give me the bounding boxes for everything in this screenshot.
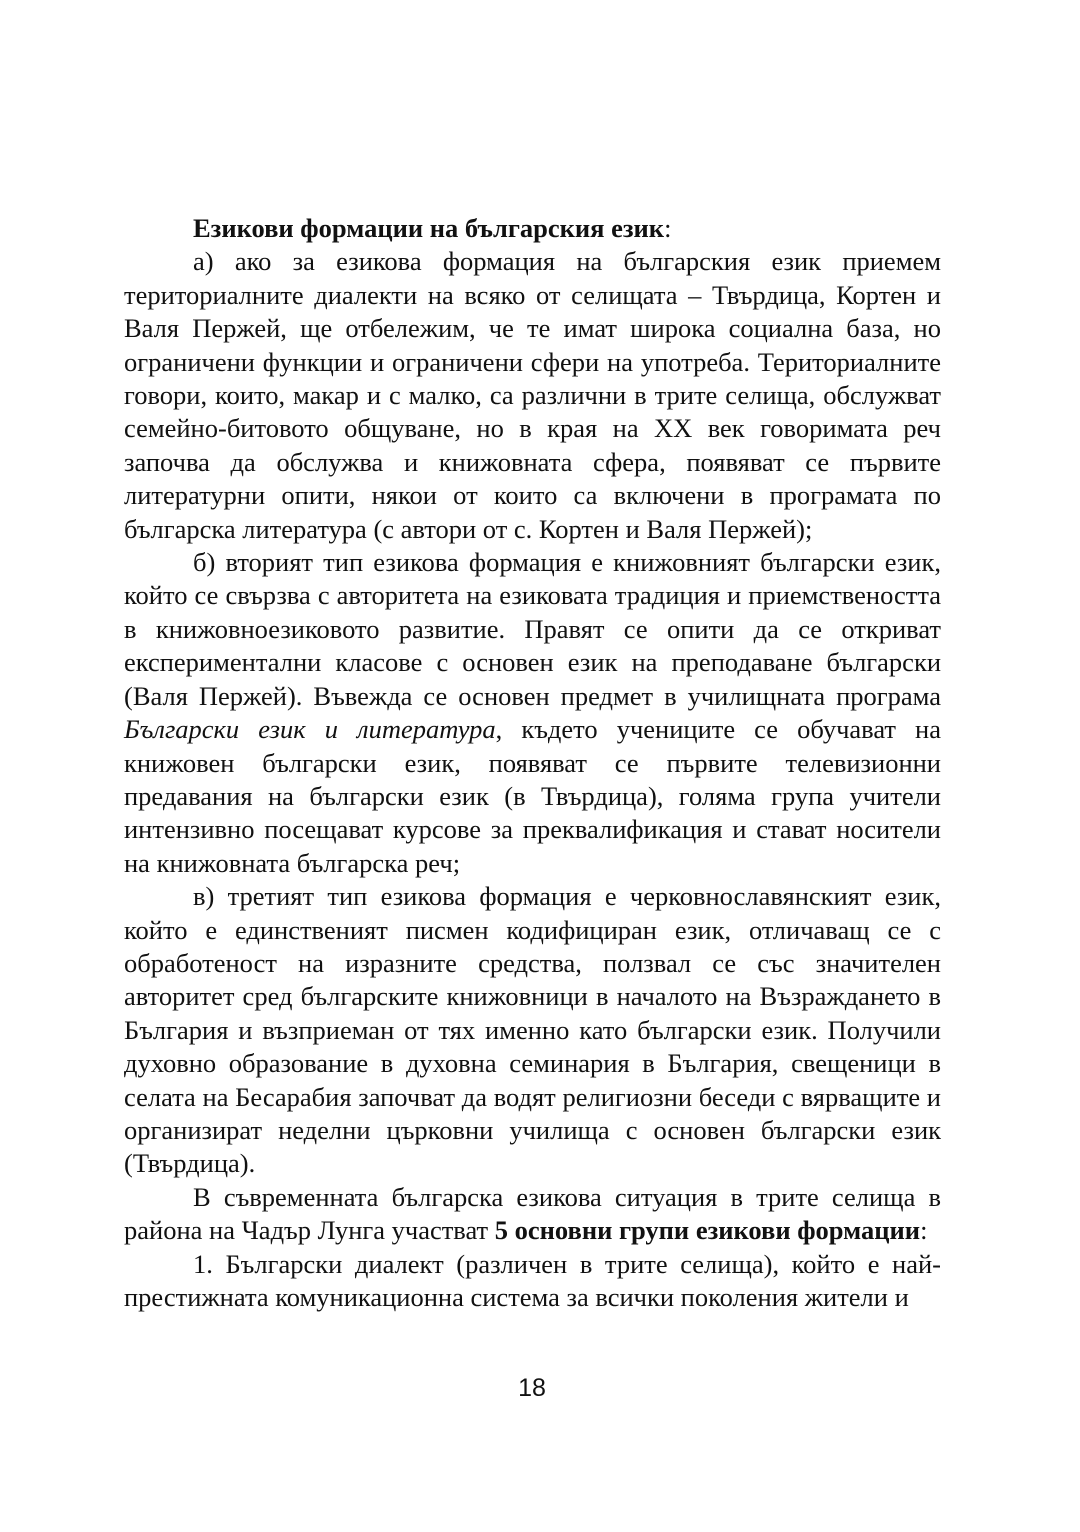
paragraph-d <box>124 1181 941 1248</box>
body-text <box>124 212 941 1314</box>
paragraph-a: а) ако за езикова формация на българския език приемем териториалните диалекти на всяко от селищата – Твърдица, Кортен и Валя Пержей, ще отбележим, че те имат широка социална база, но ограничени функции и ограничени сфери на употреба. Териториалните говори, които, макар и с малко, са различни в трите селища, обслужват семейно-битовото общуване, но в края на XX век говоримата реч започва да обслужва и книжовната сфера, появяват се първите литературни опити, някои от които са включени в програмата по българска литература (с автори от с. Кортен и Валя Пержей); <box>124 246 941 544</box>
paragraph-c: в) третият тип езикова формация е черковнославянският език, който е единственият писмен кодифициран език, отличаващ се с обработеност на изразните средства, ползвал се със значителен авторитет сред българските книжовници в началото на Възраждането в България и възприеман от тях именно като български език. Получили духовно образование в духовна семинария в България, свещеници в селата на Бесарабия започват да водят религиозни беседи с вярващите и организират неделни църковни училища с основен български език (Твърдица). <box>124 881 941 1179</box>
heading-colon: : <box>664 213 672 243</box>
section-heading <box>124 212 941 245</box>
paragraph-b-text: б) вторият тип езикова формация е книжовният български език, който се свързва с авторитета на езиковата традиция и приемствеността в книжовноезиковото развитие. Правят се опити да се откриват експериментални класове с основен език на преподаване български (Валя Пержей). Въвежда се основен предмет в училищната програма <box>124 547 941 711</box>
paragraph-b <box>124 546 941 880</box>
paragraph-d-emphasis: 5 основни групи езикови формации <box>494 1215 921 1246</box>
paragraph-e: 1. Български диалект (различен в трите селища), който е най-престижната комуникационна система за всички поколения жители и <box>124 1248 941 1312</box>
paragraph-d-text: В съвременната българска езикова ситуация в трите селища в района на Чадър Лунга участват <box>124 1181 941 1246</box>
page-number: 18 <box>518 1374 546 1402</box>
subject-title: Български език и литература <box>124 714 496 745</box>
paragraph-b-text-end: , където учениците се обучават на книжовен български език, появяват се първите телевизионни предавания на български език (в Твърдица), голяма група учители интензивно посещават курсове за преквалификация и стават носители на книжовната българска реч; <box>124 714 941 878</box>
heading-title: Езикови формации на българския език <box>193 213 665 243</box>
paragraph-d-colon: : <box>920 1215 928 1246</box>
